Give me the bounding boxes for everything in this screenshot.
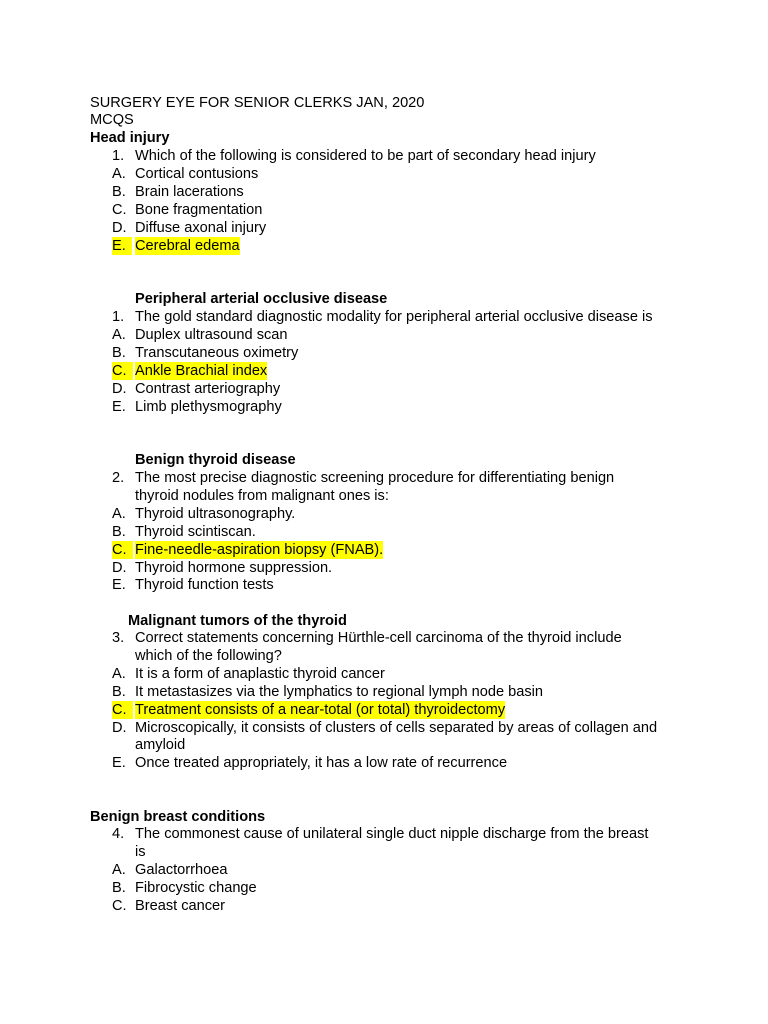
option-text: Breast cancer [135, 897, 226, 914]
option-text-highlighted: Fine-needle-aspiration biopsy (FNAB). [135, 541, 384, 558]
option-text-highlighted: Ankle Brachial index [135, 362, 268, 379]
option-text: Brain lacerations [135, 183, 244, 200]
option-letter: D. [112, 219, 127, 236]
option-letter: A. [112, 861, 126, 878]
option-text: Once treated appropriately, it has a low rate of recurrence [135, 755, 508, 772]
option-letter: C. [112, 201, 127, 218]
question-text: Which of the following is considered to be part of secondary head injury [135, 148, 596, 164]
option-letter: C. [112, 897, 127, 914]
question-number: 3. [112, 630, 125, 646]
option-text: Galactorrhoea [135, 861, 228, 878]
option-text: Fibrocystic change [135, 879, 257, 896]
option-letter: E. [112, 398, 126, 415]
option-text: Cortical contusions [135, 165, 259, 182]
section-heading: Malignant tumors of the thyroid [128, 613, 347, 629]
section-heading: Peripheral arterial occlusive disease [135, 291, 388, 307]
question-text: is [135, 843, 146, 860]
question-text: The commonest cause of unilateral single duct nipple discharge from the breast [135, 826, 649, 842]
question-number: 4. [112, 826, 125, 842]
question-text: Correct statements concerning Hürthle-cell carcinoma of the thyroid include [135, 630, 622, 646]
option-text: Microscopically, it consists of clusters of cells separated by areas of collagen and [135, 719, 658, 736]
section-heading: Head injury [90, 130, 170, 146]
document-subtitle: MCQS [90, 112, 134, 128]
option-text-highlighted: Cerebral edema [135, 237, 240, 254]
option-text: Transcutaneous oximetry [135, 344, 299, 361]
section-heading: Benign thyroid disease [135, 452, 296, 468]
option-letter: C. [112, 701, 133, 719]
question-number: 1. [112, 148, 125, 164]
option-text: Thyroid function tests [135, 577, 274, 594]
option-text: Bone fragmentation [135, 201, 263, 218]
question-text: The most precise diagnostic screening procedure for differentiating benign [135, 470, 615, 486]
option-text: Thyroid ultrasonography. [135, 505, 296, 522]
option-text: Duplex ultrasound scan [135, 326, 288, 343]
section-heading: Benign breast conditions [90, 809, 266, 825]
option-text-highlighted: Treatment consists of a near-total (or total) thyroidectomy [135, 701, 506, 718]
option-letter: B. [112, 683, 126, 700]
option-letter: A. [112, 165, 126, 182]
question-number: 2. [112, 470, 125, 486]
option-letter: B. [112, 879, 126, 896]
option-text: Thyroid hormone suppression. [135, 559, 333, 576]
option-letter: D. [112, 719, 127, 736]
option-letter: A. [112, 505, 126, 522]
question-text: The gold standard diagnostic modality for peripheral arterial occlusive disease is [135, 309, 653, 325]
option-letter: D. [112, 559, 127, 576]
option-text: Limb plethysmography [135, 398, 282, 415]
option-letter: B. [112, 523, 126, 540]
option-letter: B. [112, 344, 126, 361]
option-text: Thyroid scintiscan. [135, 523, 256, 540]
question-number: 1. [112, 309, 125, 325]
document-title: SURGERY EYE FOR SENIOR CLERKS JAN, 2020 [90, 95, 425, 111]
option-text: Diffuse axonal injury [135, 219, 267, 236]
option-letter: A. [112, 326, 126, 343]
option-letter: B. [112, 183, 126, 200]
option-letter: E. [112, 237, 132, 255]
option-text: Contrast arteriography [135, 380, 281, 397]
option-letter: C. [112, 362, 133, 380]
question-text: thyroid nodules from malignant ones is: [135, 487, 389, 504]
question-text: which of the following? [135, 647, 282, 664]
option-letter: E. [112, 755, 126, 772]
option-text-continuation: amyloid [135, 737, 186, 754]
option-letter: D. [112, 380, 127, 397]
option-letter: C. [112, 541, 133, 559]
option-text: It metastasizes via the lymphatics to regional lymph node basin [135, 683, 544, 700]
option-letter: A. [112, 665, 126, 682]
option-text: It is a form of anaplastic thyroid cancer [135, 665, 385, 682]
option-letter: E. [112, 577, 126, 594]
